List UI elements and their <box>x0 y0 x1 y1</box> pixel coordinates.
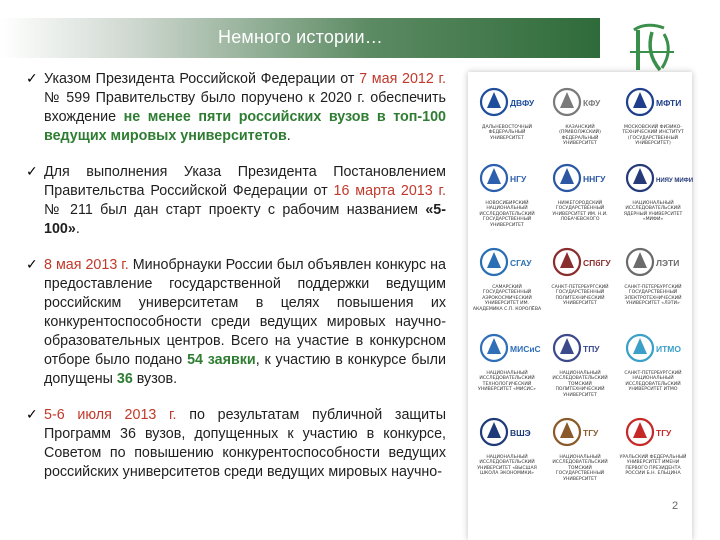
slide-title: Немного истории… <box>218 27 383 47</box>
university-abbr: ТГУ <box>583 428 599 438</box>
university-abbr: ННГУ <box>583 174 606 184</box>
text-segment: 16 марта 2013 г. <box>333 183 446 199</box>
leti-logo-icon <box>625 242 681 282</box>
university-logo <box>618 412 688 477</box>
text-segment: Минобрнауки России был объявлен конкурс на предоставление государственной поддержки ведущим российским университетам в целях повышения их конкурентоспособности среди ведущих мировых научно-образовательных центров. Всего на участие в конкурсном отборе было подано <box>44 257 446 368</box>
university-caption: НАЦИОНАЛЬНЫЙ ИССЛЕДОВАТЕЛЬСКИЙ ТЕХНОЛОГИЧЕСКИЙ УНИВЕРСИТЕТ «МИСИС» <box>477 371 536 393</box>
text-segment: вузов. <box>132 371 178 387</box>
text-segment: «5-100» <box>44 202 446 237</box>
university-logo <box>472 82 542 141</box>
eagle-logo-icon <box>552 242 611 282</box>
crest-logo-icon <box>552 82 608 122</box>
checkmark-icon: ✓ <box>26 406 38 422</box>
tsu-logo-icon <box>552 412 608 452</box>
checkmark-icon: ✓ <box>26 70 38 86</box>
university-caption: САНКТ-ПЕТЕРБУРГСКИЙ НАЦИОНАЛЬНЫЙ ИССЛЕДОВАТЕЛЬСКИЙ УНИВЕРСИТЕТ ИТМО <box>624 371 682 393</box>
university-caption: МОСКОВСКИЙ ФИЗИКО-ТЕХНИЧЕСКИЙ ИНСТИТУТ (ГОСУДАРСТВЕННЫЙ УНИВЕРСИТЕТ) <box>622 125 684 147</box>
university-logo <box>545 412 615 482</box>
university-abbr: ВШЭ <box>510 428 531 438</box>
text-segment: не менее пяти российских вузов в топ-100 ведущих мировых университетов <box>44 109 446 144</box>
university-abbr: НГУ <box>510 174 527 184</box>
university-caption: НАЦИОНАЛЬНЫЙ ИССЛЕДОВАТЕЛЬСКИЙ ТОМСКИЙ ГОСУДАРСТВЕННЫЙ УНИВЕРСИТЕТ <box>552 455 608 482</box>
university-abbr: СПбГУ <box>583 258 611 268</box>
misis-logo-icon <box>479 328 541 368</box>
university-caption: НИЖЕГОРОДСКИЙ ГОСУДАРСТВЕННЫЙ УНИВЕРСИТЕТ ИМ. Н.И. ЛОБАЧЕВСКОГО <box>552 201 608 223</box>
university-caption: НАЦИОНАЛЬНЫЙ ИССЛЕДОВАТЕЛЬСКИЙ УНИВЕРСИТЕТ «ВЫСШАЯ ШКОЛА ЭКОНОМИКИ» <box>477 455 537 477</box>
unn-logo-icon <box>552 158 608 198</box>
university-logo <box>545 242 615 307</box>
university-logo <box>472 158 542 228</box>
text-segment: . <box>286 128 291 144</box>
itmo-logo-icon <box>625 328 681 368</box>
university-logo <box>545 328 615 398</box>
university-logo <box>472 242 542 312</box>
university-caption: НОВОСИБИРСКИЙ НАЦИОНАЛЬНЫЙ ИССЛЕДОВАТЕЛЬСКИЙ ГОСУДАРСТВЕННЫЙ УНИВЕРСИТЕТ <box>479 201 535 228</box>
bullet-item <box>26 256 446 389</box>
university-caption: ДАЛЬНЕВОСТОЧНЫЙ ФЕДЕРАЛЬНЫЙ УНИВЕРСИТЕТ <box>481 125 533 141</box>
university-logo <box>618 328 688 393</box>
text-segment: 8 мая 2013 г. <box>44 257 129 273</box>
hse-logo-icon <box>479 412 535 452</box>
building-logo-icon <box>479 82 535 122</box>
mephi-logo-icon <box>625 158 694 198</box>
university-caption: КАЗАНСКИЙ (ПРИВОЛЖСКИЙ) ФЕДЕРАЛЬНЫЙ УНИВЕРСИТЕТ <box>559 125 601 147</box>
university-abbr: ЛЭТИ <box>656 258 680 268</box>
bullet-text <box>44 256 446 389</box>
university-logo-icon <box>624 22 682 78</box>
university-abbr: НИЯУ МИФИ <box>656 178 694 184</box>
university-abbr: ДВФУ <box>510 98 535 108</box>
university-caption: САНКТ-ПЕТЕРБУРГСКИЙ ГОСУДАРСТВЕННЫЙ ЭЛЕКТРОТЕХНИЧЕСКИЙ УНИВЕРСИТЕТ «ЛЭТИ» <box>624 285 682 307</box>
text-segment: Для выполнения Указа Президента Постановлением Правительства Российской Федерации от <box>44 164 446 199</box>
bullet-item <box>26 163 446 239</box>
text-segment: 7 мая 2012 г. <box>359 71 446 87</box>
university-caption: НАЦИОНАЛЬНЫЙ ИССЛЕДОВАТЕЛЬСКИЙ ЯДЕРНЫЙ УНИВЕРСИТЕТ «МИФИ» <box>623 201 683 223</box>
university-abbr: СГАУ <box>510 258 532 268</box>
text-segment: 36 <box>116 371 133 387</box>
university-logo <box>618 158 694 223</box>
text-segment: № 211 был дан старт проекту с рабочим названием <box>44 202 426 218</box>
bullet-item <box>26 70 446 146</box>
university-logo <box>545 82 615 147</box>
tpu-logo-icon <box>552 328 608 368</box>
university-logo <box>618 82 688 147</box>
urfu-logo-icon <box>625 412 681 452</box>
text-segment: № 599 Правительству было поручено к 2020 г. обеспечить вхождение <box>44 90 446 125</box>
text-segment: 5-6 июля 2013 г. <box>44 407 177 423</box>
checkmark-icon: ✓ <box>26 256 38 272</box>
university-caption: САМАРСКИЙ ГОСУДАРСТВЕННЫЙ АЭРОКОСМИЧЕСКИЙ УНИВЕРСИТЕТ ИМ. АКАДЕМИКА С.П. КОРОЛЁВА <box>472 285 542 312</box>
university-abbr: МИСиС <box>510 344 541 354</box>
university-abbr: МФТИ <box>656 98 682 108</box>
bullet-text <box>44 70 446 146</box>
university-logo <box>545 158 615 223</box>
bullet-list <box>26 70 446 499</box>
ngu-logo-icon <box>479 158 535 198</box>
text-segment: , к участию в конкурсе были допущены <box>44 352 446 387</box>
university-caption: НАЦИОНАЛЬНЫЙ ИССЛЕДОВАТЕЛЬСКИЙ ТОМСКИЙ ПОЛИТЕХНИЧЕСКИЙ УНИВЕРСИТЕТ <box>552 371 608 398</box>
mipt-logo-icon <box>625 82 681 122</box>
university-logo <box>472 412 542 477</box>
university-caption: УРАЛЬСКИЙ ФЕДЕРАЛЬНЫЙ УНИВЕРСИТЕТ ИМЕНИ ПЕРВОГО ПРЕЗИДЕНТА РОССИИ Б.Н. ЕЛЬЦИНА <box>619 455 687 477</box>
university-logo <box>618 242 688 307</box>
university-abbr: ТПУ <box>583 344 600 354</box>
ssau-logo-icon <box>479 242 535 282</box>
university-abbr: КФУ <box>583 98 601 108</box>
bullet-item <box>26 406 446 482</box>
checkmark-icon: ✓ <box>26 163 38 179</box>
page-number: 2 <box>672 500 679 512</box>
text-segment: 54 заявки <box>187 352 256 368</box>
bullet-text <box>44 406 446 482</box>
text-segment: . <box>75 221 80 237</box>
bullet-text <box>44 163 446 239</box>
university-abbr: ТГУ <box>656 428 672 438</box>
universities-panel <box>468 72 692 540</box>
text-segment: Указом Президента Российской Федерации от <box>44 71 360 87</box>
text-segment: по результатам публичной защиты Программ 36 вузов, допущенных к участию в конкурсе, Советом по повышению конкурентоспособности ведущих российских университетов среди ведущих мировых научно- <box>44 407 446 480</box>
university-abbr: ИТМО <box>656 344 681 354</box>
university-caption: САНКТ-ПЕТЕРБУРГСКИЙ ГОСУДАРСТВЕННЫЙ ПОЛИТЕХНИЧЕСКИЙ УНИВЕРСИТЕТ <box>551 285 609 307</box>
university-logo <box>472 328 542 393</box>
